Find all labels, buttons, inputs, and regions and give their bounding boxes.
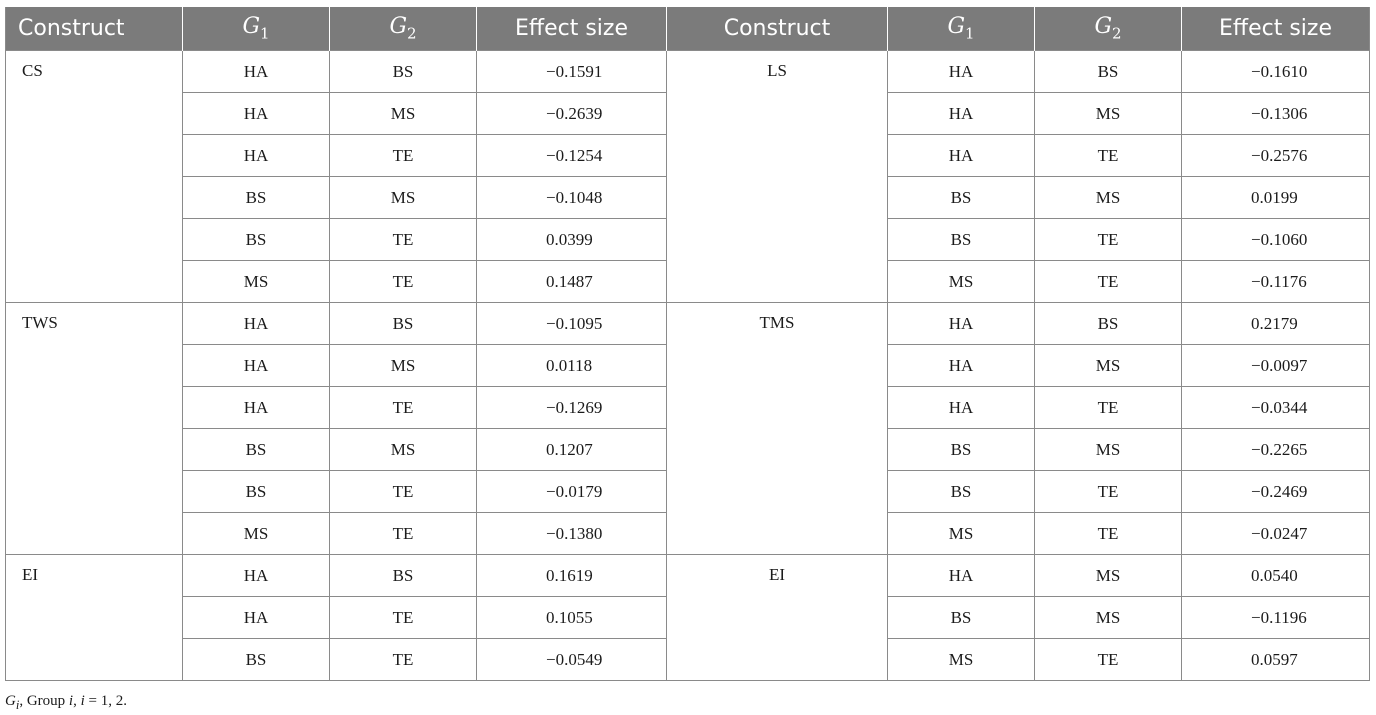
g2-left-cell: BS	[330, 51, 477, 93]
effect-right-cell: −0.0247	[1182, 513, 1370, 555]
g2-left-cell: MS	[330, 345, 477, 387]
g2-right-cell: MS	[1035, 345, 1182, 387]
footnote-text-b: ,	[73, 693, 81, 709]
g1-left-cell: HA	[183, 597, 330, 639]
header-effect-right: Effect size	[1182, 7, 1370, 51]
g1-right-cell: MS	[888, 513, 1035, 555]
header-construct-left: Construct	[6, 7, 183, 51]
g1-right-cell: HA	[888, 555, 1035, 597]
header-g1-symbol: G	[242, 14, 261, 40]
g2-left-cell: TE	[330, 513, 477, 555]
g1-right-cell: MS	[888, 261, 1035, 303]
g2-left-cell: TE	[330, 219, 477, 261]
effect-right-cell: −0.2265	[1182, 429, 1370, 471]
g2-right-cell: MS	[1035, 555, 1182, 597]
g1-left-cell: HA	[183, 93, 330, 135]
g2-left-cell: TE	[330, 597, 477, 639]
table-row	[6, 555, 1370, 597]
g2-left-cell: TE	[330, 387, 477, 429]
g1-left-cell: BS	[183, 429, 330, 471]
g1-left-cell: HA	[183, 345, 330, 387]
header-effect-left: Effect size	[477, 7, 667, 51]
footnote-var-i: i	[68, 693, 74, 709]
effect-right-cell: −0.1176	[1182, 261, 1370, 303]
table-header	[6, 7, 1370, 51]
effect-left-cell: −0.0549	[477, 639, 667, 681]
construct-right-cell: LS	[667, 51, 888, 303]
effect-left-cell: −0.1254	[477, 135, 667, 177]
g1-right-cell: BS	[888, 177, 1035, 219]
footnote-text-c: = 1, 2.	[84, 693, 127, 709]
effect-left-cell: 0.1487	[477, 261, 667, 303]
table-row	[6, 51, 1370, 93]
g1-right-cell: BS	[888, 219, 1035, 261]
header-g1-symbol: G	[947, 14, 966, 40]
effect-right-cell: 0.0199	[1182, 177, 1370, 219]
g2-right-cell: MS	[1035, 597, 1182, 639]
effect-right-cell: −0.2469	[1182, 471, 1370, 513]
g2-left-cell: TE	[330, 261, 477, 303]
header-construct-right: Construct	[667, 7, 888, 51]
header-g1-sub: 1	[965, 24, 975, 43]
construct-right-cell: TMS	[667, 303, 888, 555]
effect-right-cell: 0.0597	[1182, 639, 1370, 681]
g1-right-cell: HA	[888, 303, 1035, 345]
g2-right-cell: TE	[1035, 135, 1182, 177]
g1-left-cell: BS	[183, 639, 330, 681]
footnote-symbol-sub: i	[15, 698, 20, 712]
g1-left-cell: HA	[183, 303, 330, 345]
g2-left-cell: TE	[330, 471, 477, 513]
header-g1-sub: 1	[260, 24, 270, 43]
g2-right-cell: MS	[1035, 429, 1182, 471]
g1-right-cell: HA	[888, 387, 1035, 429]
g1-left-cell: MS	[183, 261, 330, 303]
effect-size-table	[5, 7, 1370, 681]
footnote-symbol: G	[5, 693, 16, 709]
g2-left-cell: BS	[330, 555, 477, 597]
g1-left-cell: HA	[183, 387, 330, 429]
header-row	[6, 7, 1370, 51]
table-footnote	[5, 693, 127, 713]
g1-right-cell: HA	[888, 93, 1035, 135]
footnote-var-i2: i	[80, 693, 85, 709]
g2-right-cell: TE	[1035, 471, 1182, 513]
g1-right-cell: BS	[888, 471, 1035, 513]
effect-left-cell: −0.1380	[477, 513, 667, 555]
g2-left-cell: BS	[330, 303, 477, 345]
g2-right-cell: BS	[1035, 303, 1182, 345]
construct-right-cell: EI	[667, 555, 888, 681]
header-g2-sub: 2	[407, 24, 417, 43]
header-g1-left	[183, 7, 330, 51]
table-row	[6, 303, 1370, 345]
effect-right-cell: −0.2576	[1182, 135, 1370, 177]
construct-left-cell: TWS	[6, 303, 183, 555]
g1-right-cell: HA	[888, 345, 1035, 387]
g2-right-cell: TE	[1035, 513, 1182, 555]
g2-right-cell: TE	[1035, 219, 1182, 261]
header-g2-sub: 2	[1112, 24, 1122, 43]
g2-right-cell: TE	[1035, 387, 1182, 429]
g2-right-cell: TE	[1035, 639, 1182, 681]
g1-left-cell: BS	[183, 177, 330, 219]
g2-left-cell: MS	[330, 429, 477, 471]
header-g2-right	[1035, 7, 1182, 51]
effect-left-cell: −0.1591	[477, 51, 667, 93]
g1-right-cell: HA	[888, 135, 1035, 177]
g1-left-cell: HA	[183, 555, 330, 597]
construct-left-cell: EI	[6, 555, 183, 681]
effect-left-cell: 0.0399	[477, 219, 667, 261]
effect-left-cell: −0.1048	[477, 177, 667, 219]
effect-left-cell: 0.0118	[477, 345, 667, 387]
effect-left-cell: 0.1619	[477, 555, 667, 597]
effect-left-cell: 0.1055	[477, 597, 667, 639]
g1-left-cell: BS	[183, 471, 330, 513]
g2-right-cell: MS	[1035, 177, 1182, 219]
effect-right-cell: 0.2179	[1182, 303, 1370, 345]
effect-right-cell: −0.1610	[1182, 51, 1370, 93]
g1-left-cell: HA	[183, 51, 330, 93]
g2-left-cell: MS	[330, 93, 477, 135]
g1-left-cell: BS	[183, 219, 330, 261]
effect-right-cell: −0.1196	[1182, 597, 1370, 639]
effect-left-cell: −0.0179	[477, 471, 667, 513]
header-g2-left	[330, 7, 477, 51]
g2-right-cell: MS	[1035, 93, 1182, 135]
g1-left-cell: HA	[183, 135, 330, 177]
effect-left-cell: −0.1269	[477, 387, 667, 429]
g1-right-cell: MS	[888, 639, 1035, 681]
g2-left-cell: TE	[330, 639, 477, 681]
g1-right-cell: BS	[888, 429, 1035, 471]
effect-right-cell: −0.1060	[1182, 219, 1370, 261]
g2-left-cell: TE	[330, 135, 477, 177]
effect-right-cell: −0.1306	[1182, 93, 1370, 135]
header-g2-symbol: G	[1094, 14, 1113, 40]
header-g2-symbol: G	[389, 14, 408, 40]
effect-left-cell: −0.2639	[477, 93, 667, 135]
footnote-text-a: , Group	[19, 693, 69, 709]
construct-left-cell: CS	[6, 51, 183, 303]
g2-right-cell: TE	[1035, 261, 1182, 303]
g1-left-cell: MS	[183, 513, 330, 555]
header-g1-right	[888, 7, 1035, 51]
g1-right-cell: BS	[888, 597, 1035, 639]
effect-right-cell: 0.0540	[1182, 555, 1370, 597]
g2-left-cell: MS	[330, 177, 477, 219]
effect-right-cell: −0.0344	[1182, 387, 1370, 429]
effect-right-cell: −0.0097	[1182, 345, 1370, 387]
table-body	[6, 51, 1370, 681]
g2-right-cell: BS	[1035, 51, 1182, 93]
effect-left-cell: −0.1095	[477, 303, 667, 345]
effect-size-table-container	[5, 7, 1369, 681]
g1-right-cell: HA	[888, 51, 1035, 93]
effect-left-cell: 0.1207	[477, 429, 667, 471]
